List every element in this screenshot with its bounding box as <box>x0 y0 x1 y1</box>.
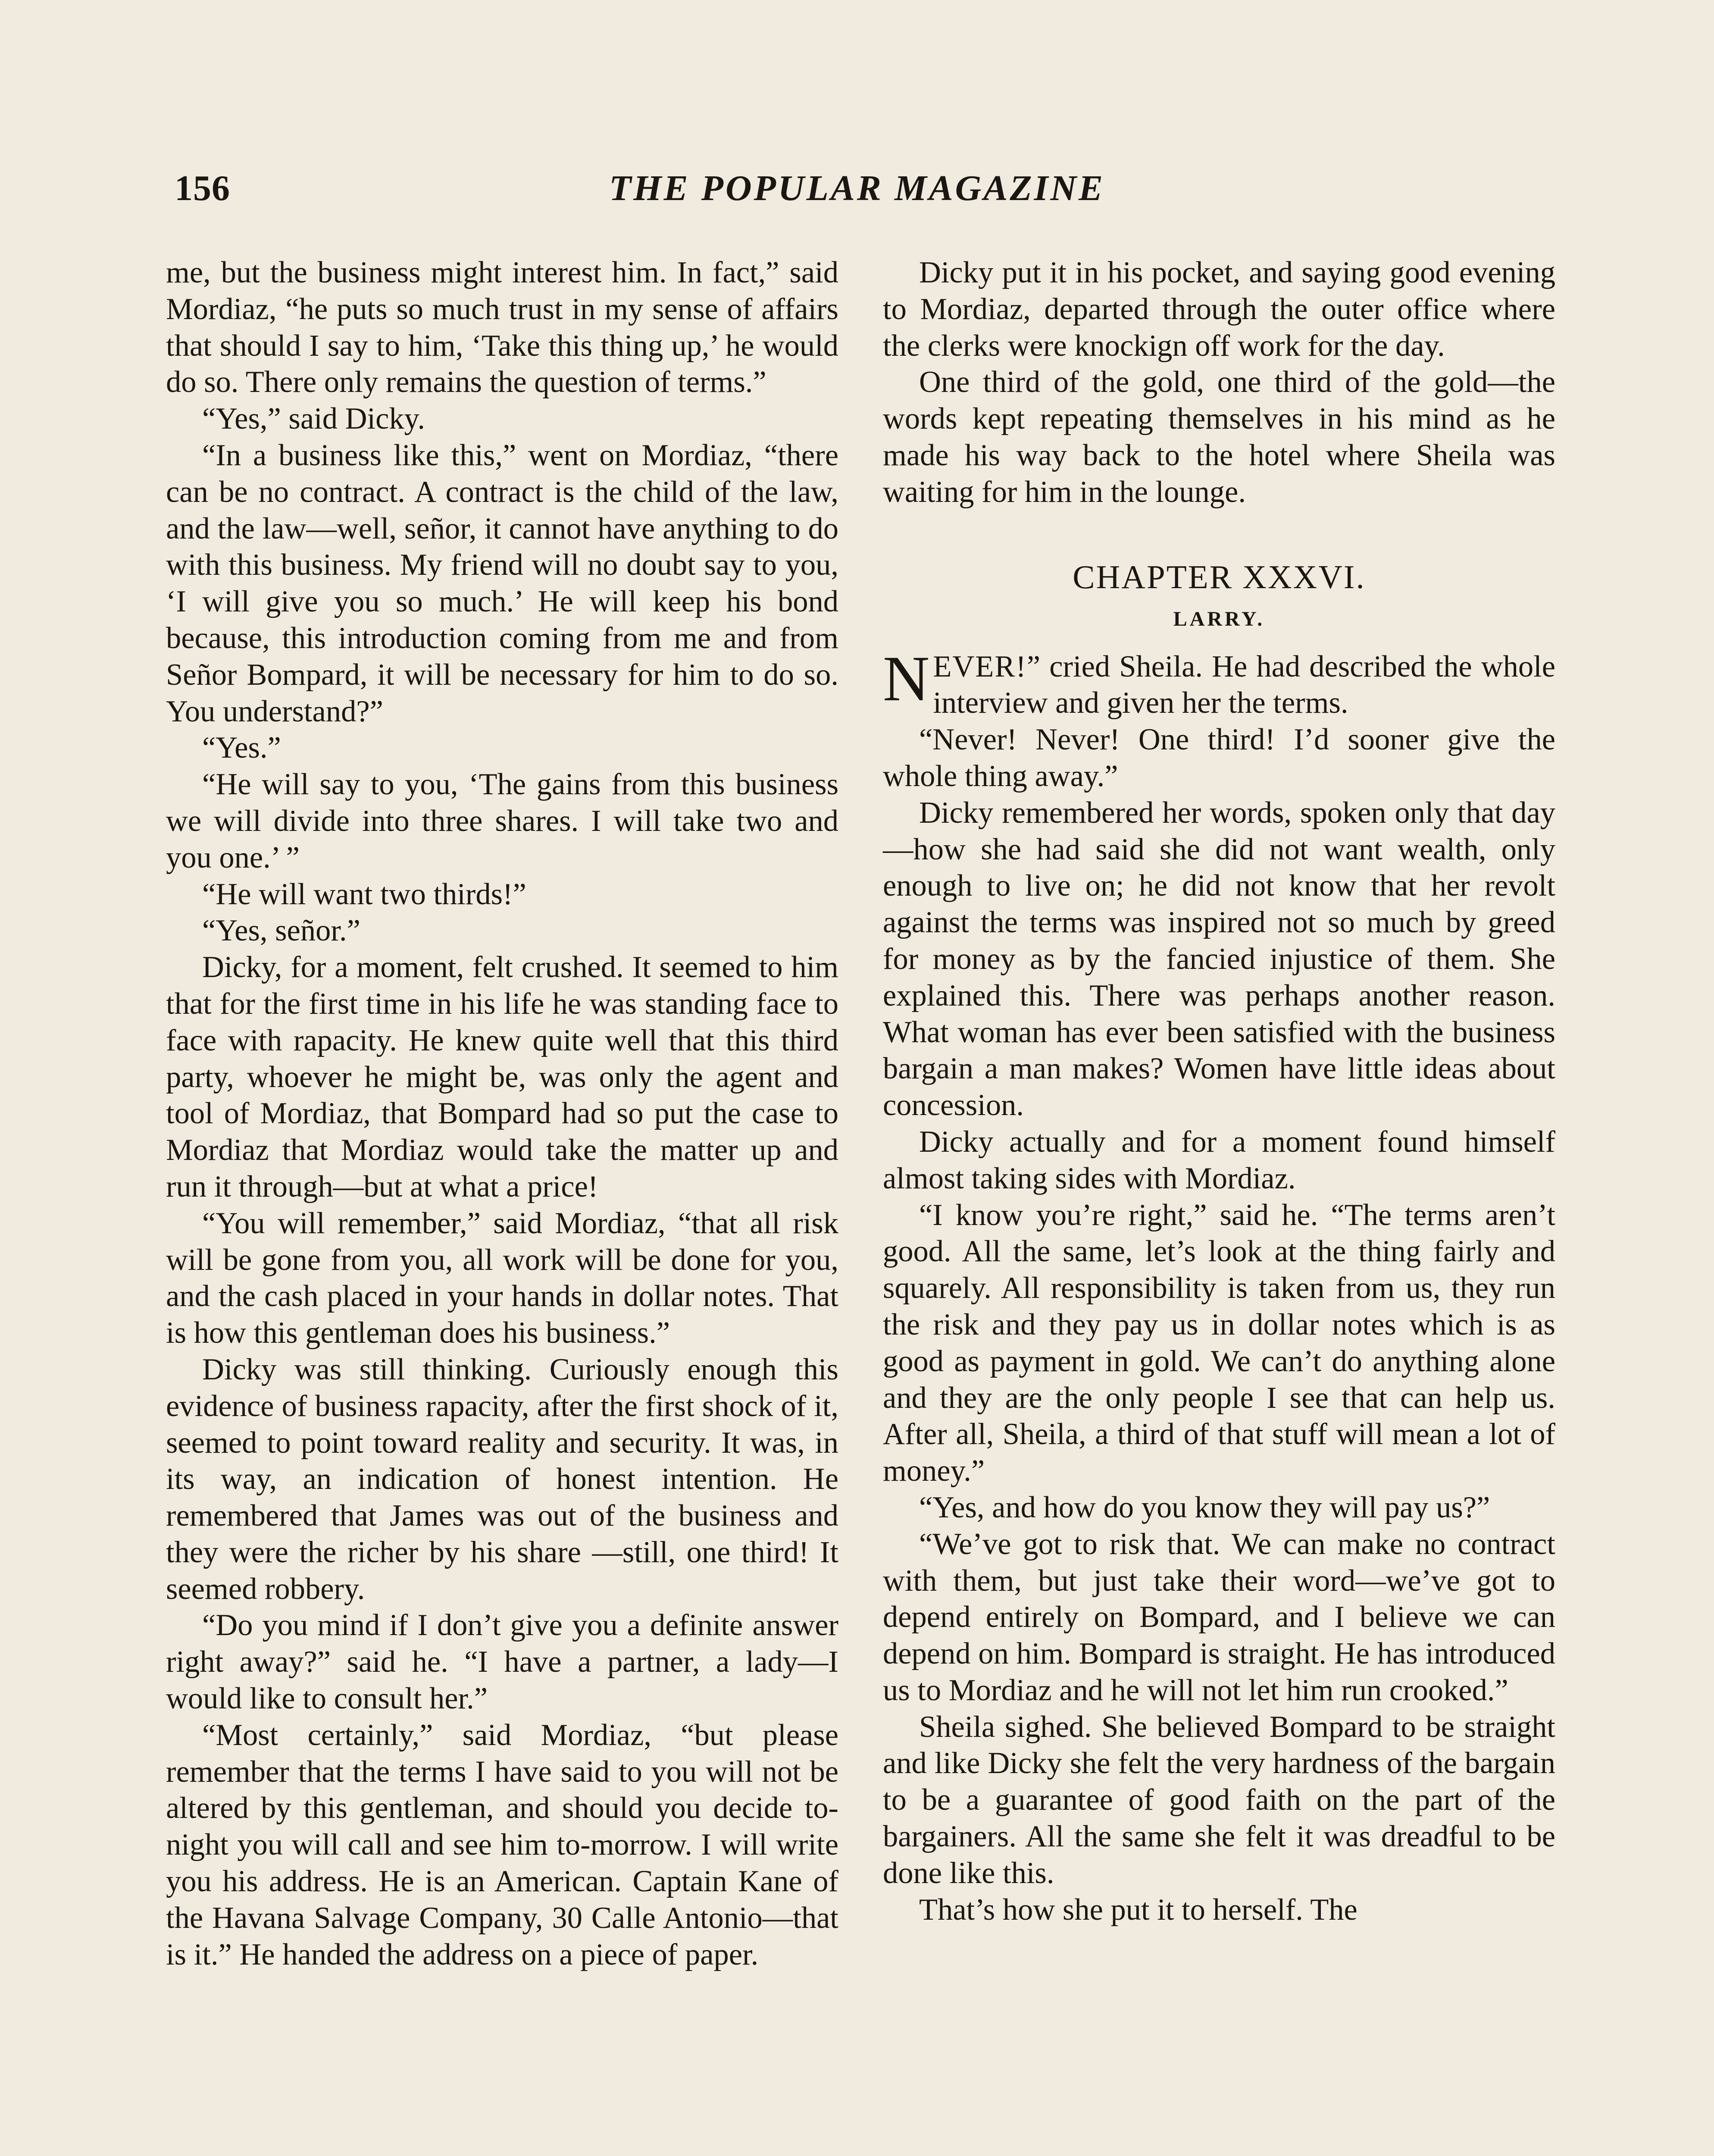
paragraph: Dicky actually and for a moment found himself almost taking sides with Mordiaz. <box>883 1125 1555 1195</box>
left-column <box>166 254 838 1973</box>
paragraph: “Yes,” said Dicky. <box>202 402 425 436</box>
opening-text: ” cried Sheila. He had described the whole interview and given her the terms. <box>933 649 1555 720</box>
paragraph: “Never! Never! One third! I’d sooner give the whole thing away.” <box>883 723 1555 793</box>
opening-word: EVER! <box>933 649 1027 683</box>
paragraph: me, but the business might interest him. In fact,” said Mordiaz, “he puts so much trust in my sense of affairs that should I say to him, ‘Take this thing up,’ he would do so. There only remains the question of terms.” <box>166 256 838 399</box>
paragraph: “Yes.” <box>202 731 281 765</box>
page-number: 156 <box>175 168 230 208</box>
drop-cap: N <box>883 642 930 714</box>
chapter-subtitle: LARRY. <box>1173 607 1265 630</box>
magazine-title: THE POPULAR MAGAZINE <box>609 168 1105 208</box>
paragraph: Dicky put it in his pocket, and saying good evening to Mordiaz, departed through the outer office where the clerks were knockign off work for the day. <box>883 256 1555 363</box>
paragraph: Sheila sighed. She believed Bompard to be straight and like Dicky she felt the very hardness of the bargain to be a guarantee of good faith on the part of the bargainers. All the same she felt it was dreadful to be done like this. <box>883 1710 1555 1890</box>
chapter-opening-paragraph <box>883 642 1555 722</box>
paragraph: “Yes, señor.” <box>202 914 360 948</box>
paragraph: Dicky was still thinking. Curiously enough this evidence of business rapacity, after the first shock of it, seemed to point toward reality and security. It was, in its way, an indication of honest intention. He remembered that James was out of the business and they were the richer by his share —still, one third! It seemed robbery. <box>166 1352 838 1606</box>
paragraph: “Yes, and how do you know they will pay us?” <box>919 1490 1490 1524</box>
paragraph: Dicky, for a moment, felt crushed. It seemed to him that for the first time in his life he was standing face to face with rapacity. He knew quite well that this third party, whoever he might be, was only the agent and tool of Mordiaz, that Bompard had so put the case to Mordiaz that Mordiaz would take the matter up and run it through—but at what a price! <box>166 950 838 1203</box>
paragraph: “Do you mind if I don’t give you a definite answer right away?” said he. “I have a partner, a lady—I would like to consult her.” <box>166 1608 838 1716</box>
paragraph: “We’ve got to risk that. We can make no contract with them, but just take their word—we’ve got to depend entirely on Bompard, and I believe we can depend on him. Bompard is straight. He has introduced us to Mordiaz and he will not let him run crooked.” <box>883 1527 1555 1707</box>
paragraph: That’s how she put it to herself. The <box>919 1893 1357 1927</box>
paragraph: “In a business like this,” went on Mordiaz, “there can be no contract. A contract is the child of the law, and the law—well, señor, it cannot have anything to do with this business. My friend will no doubt say to you, ‘I will give you so much.’ He will keep his bond because, this introduction coming from me and from Señor Bompard, it will be necessary for him to do so. You understand?” <box>166 438 838 728</box>
paragraph: “You will remember,” said Mordiaz, “that all risk will be gone from you, all work will be done for you, and the cash placed in your hands in dollar notes. That is how this gentleman does his business.” <box>166 1206 838 1350</box>
paragraph: “He will say to you, ‘The gains from this business we will divide into three shares. I will take two and you one.’ ” <box>166 768 838 874</box>
paragraph: “He will want two thirds!” <box>202 877 526 911</box>
paragraph: “Most certainly,” said Mordiaz, “but please remember that the terms I have said to you will not be altered by this gentleman, and should you decide to-night you will call and see him to-morrow. I will write you his address. He is an American. Captain Kane of the Havana Salvage Company, 30 Calle Antonio—that is it.” He handed the address on a piece of paper. <box>166 1718 838 1971</box>
paragraph: One third of the gold, one third of the gold—the words kept repeating themselves in his mind as he made his way back to the hotel where Sheila was waiting for him in the lounge. <box>883 365 1555 509</box>
paragraph: Dicky remembered her words, spoken only that day—how she had said she did not want wealth, only enough to live on; he did not know that her revolt against the terms was inspired not so much by greed for money as by the fancied injustice of them. She explained this. There was perhaps another reason. What woman has ever been satisfied with the business bargain a man makes? Women have little ideas about concession. <box>883 796 1555 1122</box>
chapter-title: CHAPTER XXXVI. <box>1073 558 1366 595</box>
paragraph: “I know you’re right,” said he. “The terms aren’t good. All the same, let’s look at the thing fairly and squarely. All responsibility is taken from us, they run the risk and they pay us in dollar notes which is as good as payment in gold. We can’t do anything alone and they are the only people I see that can help us. After all, Sheila, a third of that stuff will mean a lot of money.” <box>883 1198 1555 1488</box>
right-column <box>883 254 1555 1928</box>
